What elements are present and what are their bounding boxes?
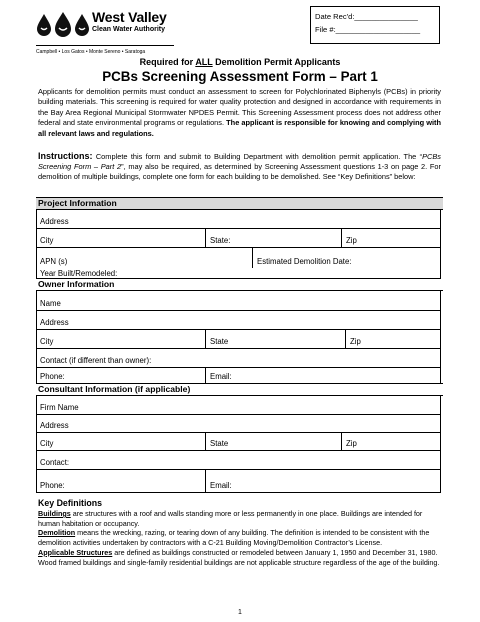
owner-name-row [36, 292, 441, 311]
demolition-date-label: Estimated Demolition Date: [257, 257, 352, 266]
owner-phone-field[interactable] [36, 368, 205, 383]
definitions-body [38, 509, 441, 567]
page-number: 1 [238, 609, 242, 616]
firm-name-row [36, 396, 441, 415]
instructions-text-b: ”, may also be required, as determined by Screening Assessment questions 1-3 on page 2. For demolition of multiple buildings, complete one form for each building to be demolished. See “Key Definitions” below: [38, 162, 441, 182]
firm-name-label: Firm Name [40, 403, 79, 412]
year-built-field[interactable] [36, 266, 441, 278]
consultant-state-label: State [210, 439, 229, 448]
consultant-city-label: City [40, 439, 54, 448]
owner-name-field[interactable] [36, 292, 441, 310]
brand-name: West Valley [92, 9, 167, 25]
definition-demolition [38, 528, 441, 547]
project-city-row [36, 229, 441, 248]
page-title: PCBs Screening Assessment Form – Part 1 [102, 69, 378, 84]
instructions-italic: PCBs Screening Form – Part 2 [38, 152, 441, 172]
term-buildings: Buildings [38, 509, 71, 518]
consultant-phone-field[interactable] [36, 470, 205, 492]
member-cities: Campbell • Los Gatos • Monte Sereno • Saratoga [36, 49, 146, 55]
requirement-post: Demolition Permit Applicants [212, 57, 341, 67]
requirement-all: ALL [195, 57, 213, 67]
demolition-date-field[interactable] [252, 248, 441, 268]
project-zip-label: Zip [346, 236, 357, 245]
file-number-field[interactable]: File #:____________________ [315, 25, 421, 34]
date-received-field[interactable]: Date Rec'd:_______________ [315, 12, 418, 21]
owner-phone-row [36, 368, 441, 383]
consultant-address-field[interactable] [36, 415, 441, 432]
brand-subtitle: Clean Water Authority [92, 26, 165, 33]
project-address-row [36, 210, 441, 229]
owner-address-field[interactable] [36, 311, 441, 329]
text-applicable-structures: are defined as buildings constructed or remodeled between January 1, 1950 and December 31, 1980. Wood framed buildings and single-family residential buildings are not applicable structure regardless of the age of the building. [38, 547, 440, 567]
project-state-label: State: [210, 236, 231, 245]
definition-buildings [38, 509, 441, 528]
owner-email-field[interactable] [205, 368, 441, 383]
owner-city-label: City [40, 337, 54, 346]
project-address-field[interactable] [36, 210, 441, 228]
consultant-zip-field[interactable] [341, 433, 441, 450]
owner-section-heading: Owner Information [36, 279, 443, 291]
consultant-email-field[interactable] [205, 470, 441, 492]
consultant-zip-label: Zip [346, 439, 357, 448]
logo-divider [36, 45, 174, 46]
owner-section-rule [36, 278, 441, 279]
project-city-label: City [40, 236, 54, 245]
project-state-field[interactable] [205, 229, 341, 247]
owner-city-field[interactable] [36, 330, 205, 348]
term-applicable-structures: Applicable Structures [38, 547, 113, 557]
owner-contact-label: Contact (if different than owner): [40, 356, 152, 365]
requirement-notice [0, 57, 480, 67]
instructions-paragraph [38, 151, 441, 183]
instructions-text-a: Complete this form and submit to Building Department with demolition permit application. The “ [92, 152, 423, 161]
consultant-contact-row [36, 451, 441, 470]
project-section-heading: Project Information [36, 197, 443, 210]
owner-city-row [36, 330, 441, 349]
owner-address-label: Address [40, 318, 69, 327]
intro-bold: The applicant is responsible for knowing and complying with all relevant laws and regulations. [38, 118, 441, 138]
project-apn-row [36, 248, 441, 268]
term-demolition: Demolition [38, 528, 76, 538]
text-demolition: means the wrecking, razing, or tearing down of any building. The definition is intended to be consistent with the demolition activities undertaken by contractors with a C-21 Building Moving/Demolition Contractor’s License. [38, 528, 430, 548]
consultant-rows [36, 415, 441, 493]
owner-address-row [36, 311, 441, 330]
owner-email-label: Email: [210, 372, 232, 381]
project-zip-field[interactable] [341, 229, 441, 247]
consultant-city-row [36, 433, 441, 451]
text-buildings: are structures with a roof and walls standing more or less permanently in one place. Buildings are intended for human habitation or occupancy. [38, 509, 423, 528]
consultant-city-field[interactable] [36, 433, 205, 450]
owner-zip-field[interactable] [345, 330, 441, 348]
owner-contact-field[interactable] [36, 349, 441, 367]
consultant-email-label: Email: [210, 481, 232, 490]
owner-name-label: Name [40, 299, 61, 308]
intro-paragraph [38, 87, 441, 139]
consultant-state-field[interactable] [205, 433, 341, 450]
consultant-section-heading: Consultant Information (if applicable) [36, 383, 443, 396]
year-built-row [36, 266, 441, 278]
owner-phone-label: Phone: [40, 372, 65, 381]
owner-contact-row [36, 349, 441, 368]
definition-applicable-structures [38, 548, 441, 567]
definitions-heading: Key Definitions [38, 498, 103, 508]
year-built-label: Year Built/Remodeled: [40, 269, 118, 278]
project-city-field[interactable] [36, 229, 205, 247]
project-apn-label: APN (s) [40, 257, 68, 266]
consultant-phone-label: Phone: [40, 481, 65, 490]
consultant-contact-field[interactable] [36, 451, 441, 469]
owner-zip-label: Zip [350, 337, 361, 346]
intro-text: Applicants for demolition permits must conduct an assessment to screen for Polychlorinated Biphenyls (PCBs) in priority building materials. This screening is required for water quality protection and designed in accordance with requirements in the Bay Area Regional Municipal Stormwater NPDES Permit. This Screening Assessment process does not address other federal and state environmental programs or regulations. [38, 87, 441, 128]
water-drops-logo-icon [36, 11, 90, 39]
instructions-label: Instructions: [38, 151, 93, 161]
consultant-phone-row [36, 470, 441, 493]
consultant-address-row [36, 415, 441, 433]
consultant-address-label: Address [40, 421, 69, 430]
project-address-label: Address [40, 217, 69, 226]
project-apn-field[interactable] [36, 248, 252, 268]
owner-state-field[interactable] [205, 330, 345, 348]
requirement-pre: Required for [139, 57, 196, 67]
owner-state-label: State [210, 337, 229, 346]
consultant-contact-label: Contact: [40, 458, 70, 467]
firm-name-field[interactable] [36, 396, 441, 414]
office-use-box [310, 6, 440, 44]
